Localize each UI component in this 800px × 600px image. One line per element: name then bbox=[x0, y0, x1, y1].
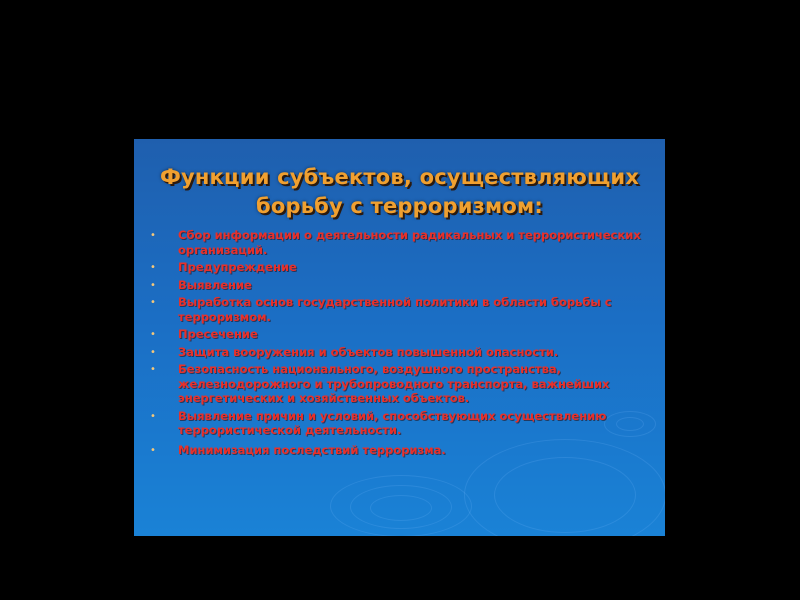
slide-title-line: Функции субъектов, осуществляющих bbox=[159, 165, 640, 189]
list-item-text: Выявление причин и условий, способствующих осуществлению террористической деятельности. bbox=[178, 408, 607, 437]
bullet-icon: • bbox=[150, 262, 156, 273]
list-item bbox=[148, 362, 648, 406]
list-item bbox=[148, 327, 648, 342]
bullet-icon: • bbox=[150, 444, 156, 456]
list-item bbox=[148, 260, 648, 275]
list-item-text: Предупреждение bbox=[178, 260, 297, 274]
bullet-icon: • bbox=[150, 297, 156, 308]
bullet-icon: • bbox=[150, 329, 156, 340]
list-item-text: Пресечение bbox=[178, 327, 258, 341]
list-item bbox=[148, 443, 648, 458]
list-item-text: Выработка основ государственной политики в области борьбы с терроризмом. bbox=[178, 295, 612, 324]
bullet-icon: • bbox=[150, 346, 156, 358]
list-item bbox=[148, 228, 648, 257]
slide-title bbox=[134, 163, 665, 221]
bullet-icon: • bbox=[150, 410, 156, 422]
slide bbox=[134, 139, 665, 536]
list-item-text: Сбор информации о деятельности радикальных и террористических организаций. bbox=[178, 228, 641, 257]
bullet-icon: • bbox=[150, 364, 156, 375]
list-item bbox=[148, 345, 648, 360]
list-item-text: Безопасность национального, воздушного пространства, железнодорожного и трубопроводного транспорта, важнейших энергетических и хозяйственных объектов. bbox=[178, 362, 610, 405]
bullet-list bbox=[148, 228, 648, 460]
list-item-text: Выявление bbox=[178, 277, 252, 292]
list-item bbox=[148, 295, 648, 324]
bullet-icon: • bbox=[150, 230, 156, 241]
slide-title-line: борьбу с терроризмом: bbox=[255, 194, 544, 218]
list-item bbox=[148, 278, 648, 293]
list-item-text: Минимизация последствий терроризма. bbox=[178, 442, 446, 457]
list-item bbox=[148, 409, 648, 438]
list-item-text: Защита вооружения и объектов повышенной опасности. bbox=[178, 344, 559, 359]
bullet-icon: • bbox=[150, 279, 156, 291]
ripple-decoration bbox=[370, 495, 432, 521]
ripple-decoration bbox=[494, 457, 636, 533]
